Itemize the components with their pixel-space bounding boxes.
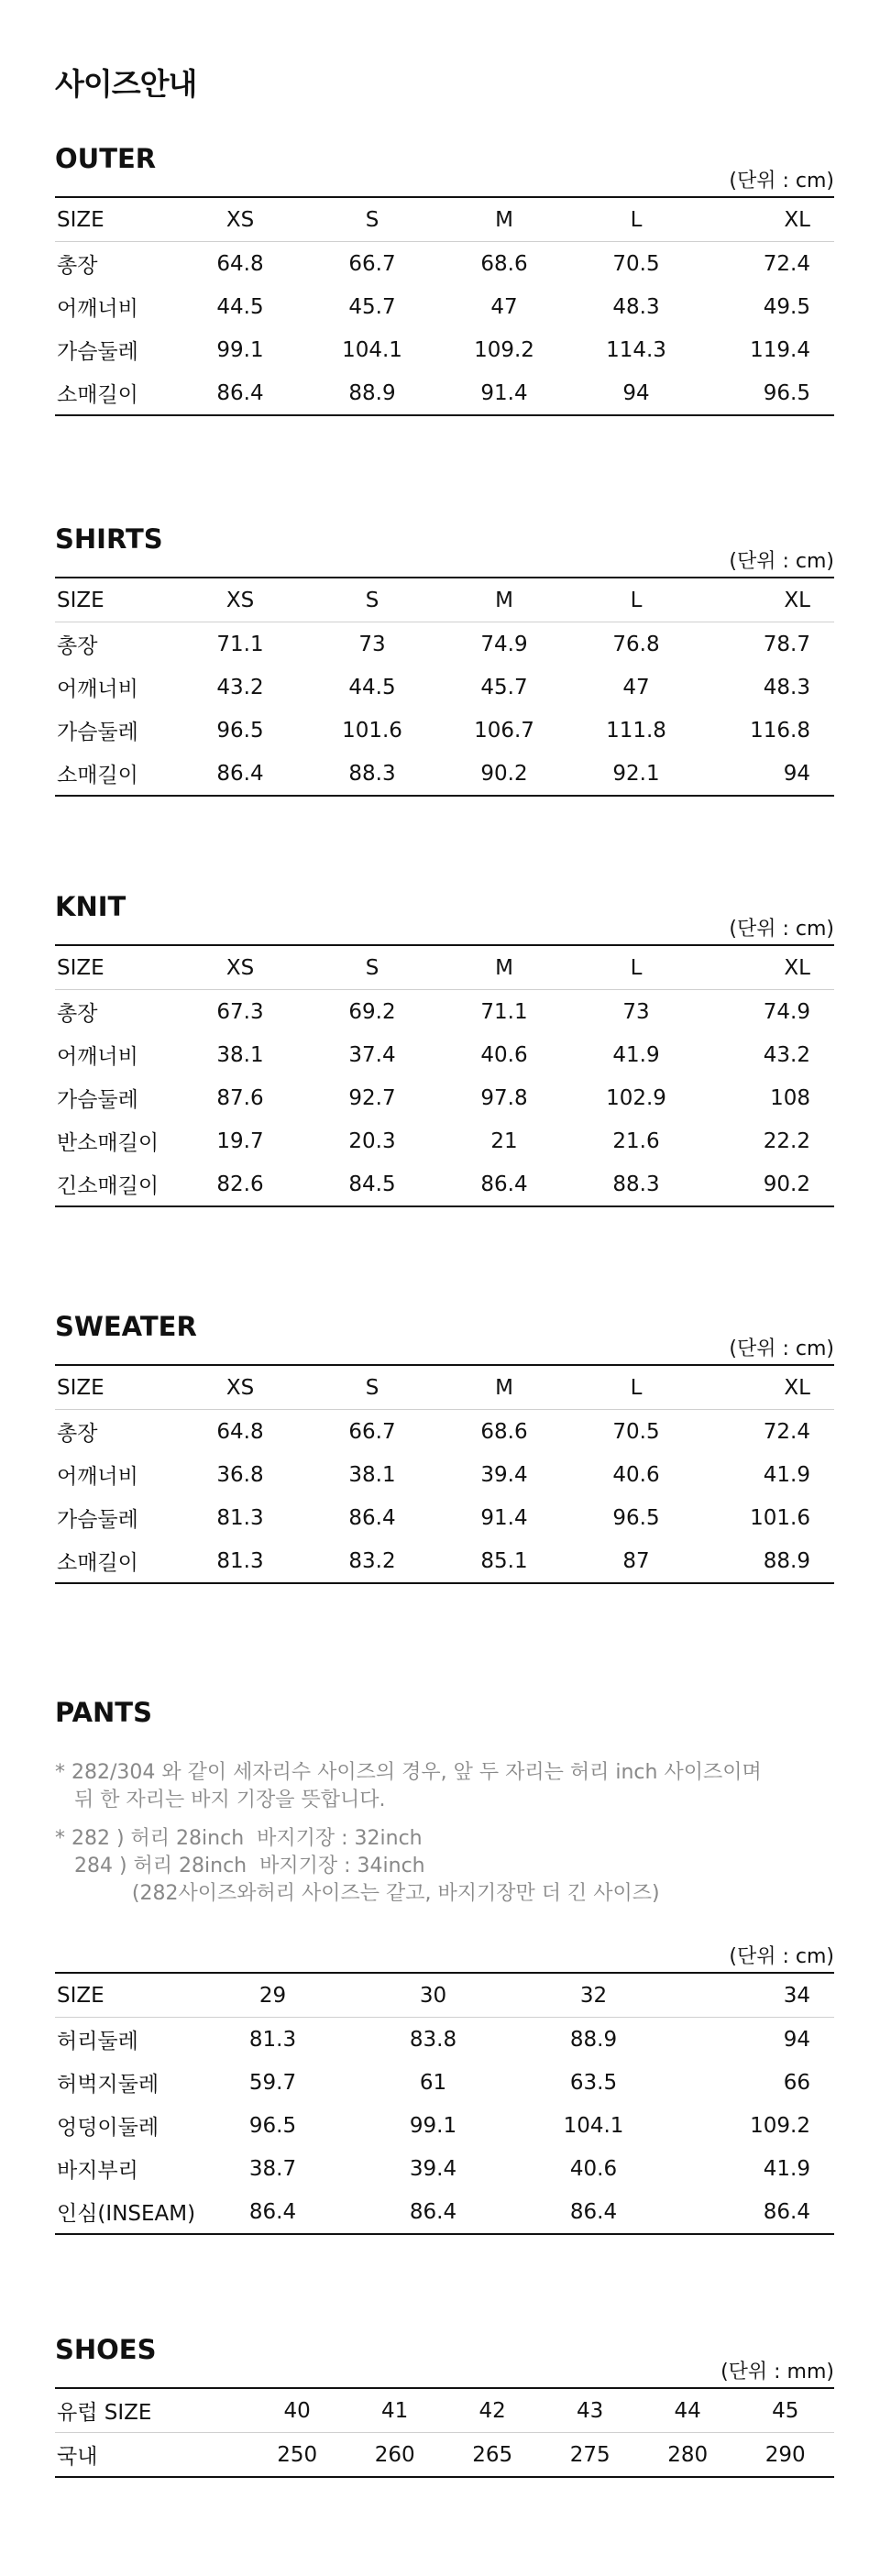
- measure-value-cell: 102.9: [606, 1085, 666, 1110]
- measure-value-cell: 97.8: [480, 1085, 528, 1110]
- unit-label: (단위 : cm): [729, 1945, 834, 1968]
- header-size-cell: S: [306, 197, 438, 242]
- header-size-cell: XS: [174, 578, 306, 622]
- measure-value-cell: 83.8: [409, 2027, 457, 2052]
- measure-value-cell: 44.5: [348, 675, 396, 699]
- section-title-shirts: SHIRTS: [55, 523, 163, 555]
- measure-value-cell: 70.5: [612, 1419, 660, 1444]
- row-measure-label: 허벅지둘레: [57, 2073, 160, 2097]
- unit-label: (단위 : cm): [729, 550, 834, 573]
- measure-value-cell: 90.2: [480, 761, 528, 786]
- measure-value-cell: 39.4: [409, 2156, 457, 2181]
- measure-value-cell: 43.2: [763, 1042, 810, 1067]
- measure-value-cell: 92.7: [348, 1085, 396, 1110]
- row-measure-label: 반소매길이: [57, 1131, 160, 1155]
- header-size-cell: L: [570, 1365, 702, 1410]
- measure-value-cell: 92.1: [612, 761, 660, 786]
- header-size-cell: M: [438, 1365, 570, 1410]
- measure-value-cell: 40.6: [569, 2156, 618, 2181]
- measure-value-cell: 22.2: [763, 1128, 810, 1153]
- table-row: [55, 666, 834, 709]
- table-row: [55, 2018, 834, 2062]
- row-measure-label: 인심(INSEAM): [57, 2202, 196, 2226]
- measure-value-cell: 99.1: [216, 337, 264, 362]
- table-row: [55, 1496, 834, 1539]
- row-measure-label: 총장: [57, 1002, 98, 1026]
- header-size-cell: 42: [444, 2388, 542, 2433]
- row-measure-label: 허리둘레: [57, 2030, 138, 2053]
- header-size-cell: 43: [541, 2388, 639, 2433]
- header-size-cell: M: [438, 945, 570, 990]
- measure-value-cell: 68.6: [480, 251, 528, 276]
- measure-value-cell: 114.3: [606, 337, 666, 362]
- header-size-cell: 30: [353, 1973, 513, 2018]
- measure-value-cell: 250: [277, 2442, 318, 2467]
- row-measure-label: 어깨너비: [57, 677, 138, 701]
- measure-value-cell: 96.5: [216, 718, 264, 743]
- unit-label: (단위 : cm): [729, 918, 834, 941]
- measure-value-cell: 40.6: [480, 1042, 528, 1067]
- measure-value-cell: 39.4: [480, 1462, 528, 1487]
- measure-value-cell: 40.6: [612, 1462, 660, 1487]
- measure-value-cell: 81.3: [248, 2027, 297, 2052]
- table-row: [55, 285, 834, 328]
- measure-value-cell: 71.1: [480, 999, 528, 1024]
- section-title-shoes: SHOES: [55, 2334, 157, 2365]
- unit-label: (단위 : cm): [729, 170, 834, 193]
- table-row: [55, 622, 834, 666]
- measure-value-cell: 96.5: [248, 2113, 297, 2138]
- measure-value-cell: 94: [783, 761, 810, 786]
- header-size-cell: S: [306, 945, 438, 990]
- measure-value-cell: 78.7: [763, 632, 810, 656]
- measure-value-cell: 101.6: [750, 1505, 810, 1530]
- measure-value-cell: 106.7: [474, 718, 534, 743]
- header-size-cell: S: [306, 1365, 438, 1410]
- measure-value-cell: 21: [490, 1128, 518, 1153]
- measure-value-cell: 83.2: [348, 1548, 396, 1573]
- measure-value-cell: 20.3: [348, 1128, 396, 1153]
- measure-value-cell: 88.9: [348, 380, 396, 405]
- measure-value-cell: 260: [374, 2442, 415, 2467]
- measure-value-cell: 96.5: [763, 380, 810, 405]
- measure-value-cell: 19.7: [216, 1128, 264, 1153]
- header-size-cell: XS: [174, 197, 306, 242]
- table-row: [55, 1410, 834, 1454]
- table-header-row: [55, 197, 834, 242]
- row-measure-label: 총장: [57, 254, 98, 278]
- header-size-cell: 45: [736, 2388, 834, 2433]
- measure-value-cell: 41.9: [612, 1042, 660, 1067]
- table-row: [55, 371, 834, 415]
- measure-value-cell: 74.9: [480, 632, 528, 656]
- measure-value-cell: 111.8: [606, 718, 666, 743]
- header-size-cell: L: [570, 197, 702, 242]
- table-header-row: [55, 2388, 834, 2433]
- measure-value-cell: 41.9: [763, 2156, 810, 2181]
- size-table-shoes: [55, 2387, 834, 2478]
- header-size-label: 유럽 SIZE: [55, 2388, 248, 2433]
- table-row: [55, 1539, 834, 1583]
- row-measure-label: 총장: [57, 634, 98, 658]
- measure-value-cell: 86.4: [763, 2199, 810, 2224]
- table-row: [55, 1076, 834, 1119]
- measure-value-cell: 290: [764, 2442, 806, 2467]
- header-size-cell: 44: [639, 2388, 737, 2433]
- measure-value-cell: 86.4: [216, 380, 264, 405]
- measure-value-cell: 86.4: [409, 2199, 457, 2224]
- header-size-label: SIZE: [55, 197, 174, 242]
- measure-value-cell: 116.8: [750, 718, 810, 743]
- row-measure-label: 엉덩이둘레: [57, 2116, 160, 2140]
- section-title-outer: OUTER: [55, 143, 157, 174]
- measure-value-cell: 91.4: [480, 380, 528, 405]
- row-measure-label: 소매길이: [57, 1551, 138, 1575]
- header-size-cell: XL: [702, 1365, 834, 1410]
- row-measure-label: 소매길이: [57, 383, 138, 407]
- measure-value-cell: 94: [622, 380, 650, 405]
- measure-value-cell: 94: [783, 2027, 810, 2052]
- header-size-label: SIZE: [55, 945, 174, 990]
- table-header-row: [55, 945, 834, 990]
- measure-value-cell: 73: [622, 999, 650, 1024]
- measure-value-cell: 49.5: [763, 294, 810, 319]
- row-measure-label: 국내: [57, 2445, 98, 2469]
- row-measure-label: 가슴둘레: [57, 1508, 138, 1532]
- measure-value-cell: 86.4: [248, 2199, 297, 2224]
- measure-value-cell: 88.3: [612, 1172, 660, 1196]
- measure-value-cell: 38.1: [216, 1042, 264, 1067]
- measure-value-cell: 71.1: [216, 632, 264, 656]
- table-row: [55, 2147, 834, 2190]
- measure-value-cell: 72.4: [763, 1419, 810, 1444]
- row-measure-label: 어깨너비: [57, 1045, 138, 1069]
- row-measure-label: 소매길이: [57, 764, 138, 787]
- page-title: 사이즈안내: [55, 66, 197, 102]
- section-title-knit: KNIT: [55, 891, 126, 922]
- header-size-cell: XL: [702, 578, 834, 622]
- measure-value-cell: 91.4: [480, 1505, 528, 1530]
- measure-value-cell: 47: [490, 294, 518, 319]
- table-row: [55, 2061, 834, 2104]
- table-row: [55, 2104, 834, 2147]
- header-size-cell: S: [306, 578, 438, 622]
- unit-label: (단위 : cm): [729, 1338, 834, 1360]
- measure-value-cell: 61: [419, 2070, 447, 2095]
- measure-value-cell: 119.4: [750, 337, 810, 362]
- measure-value-cell: 265: [472, 2442, 513, 2467]
- measure-value-cell: 67.3: [216, 999, 264, 1024]
- measure-value-cell: 70.5: [612, 251, 660, 276]
- header-size-cell: XS: [174, 945, 306, 990]
- header-size-cell: 32: [513, 1973, 674, 2018]
- measure-value-cell: 85.1: [480, 1548, 528, 1573]
- measure-value-cell: 88.9: [763, 1548, 810, 1573]
- table-row: [55, 1119, 834, 1162]
- measure-value-cell: 104.1: [563, 2113, 624, 2138]
- header-size-cell: 40: [248, 2388, 346, 2433]
- table-row: [55, 709, 834, 752]
- table-header-row: [55, 578, 834, 622]
- measure-value-cell: 59.7: [248, 2070, 297, 2095]
- header-size-cell: XL: [702, 197, 834, 242]
- measure-value-cell: 99.1: [409, 2113, 457, 2138]
- header-size-cell: 29: [192, 1973, 353, 2018]
- measure-value-cell: 88.3: [348, 761, 396, 786]
- measure-value-cell: 86.4: [348, 1505, 396, 1530]
- row-measure-label: 가슴둘레: [57, 1088, 138, 1112]
- table-row: [55, 1033, 834, 1076]
- measure-value-cell: 36.8: [216, 1462, 264, 1487]
- header-size-cell: L: [570, 578, 702, 622]
- header-size-cell: M: [438, 578, 570, 622]
- measure-value-cell: 45.7: [348, 294, 396, 319]
- size-table-shirts: [55, 577, 834, 797]
- row-measure-label: 긴소매길이: [57, 1174, 160, 1198]
- measure-value-cell: 280: [667, 2442, 709, 2467]
- row-measure-label: 가슴둘레: [57, 721, 138, 744]
- measure-value-cell: 84.5: [348, 1172, 396, 1196]
- table-row: [55, 2190, 834, 2234]
- measure-value-cell: 87: [622, 1548, 650, 1573]
- pants-size-example: * 282 ) 허리 28inch 바지기장 : 32inch 284 ) 허리 28inch 바지기장 : 34inch (282사이즈와허리 사이즈는 같고, 바지기장만 더 긴 사이즈): [55, 1827, 660, 1905]
- measure-value-cell: 96.5: [612, 1505, 660, 1530]
- header-size-cell: XL: [702, 945, 834, 990]
- header-size-cell: L: [570, 945, 702, 990]
- measure-value-cell: 37.4: [348, 1042, 396, 1067]
- header-size-label: SIZE: [55, 1973, 192, 2018]
- measure-value-cell: 43.2: [216, 675, 264, 699]
- size-table-pants: [55, 1972, 834, 2235]
- measure-value-cell: 104.1: [342, 337, 402, 362]
- measure-value-cell: 38.1: [348, 1462, 396, 1487]
- measure-value-cell: 66.7: [348, 251, 396, 276]
- header-size-label: SIZE: [55, 578, 174, 622]
- table-row: [55, 328, 834, 371]
- measure-value-cell: 64.8: [216, 251, 264, 276]
- measure-value-cell: 21.6: [612, 1128, 660, 1153]
- size-table-sweater: [55, 1364, 834, 1584]
- measure-value-cell: 88.9: [569, 2027, 618, 2052]
- measure-value-cell: 64.8: [216, 1419, 264, 1444]
- measure-value-cell: 86.4: [216, 761, 264, 786]
- size-table-outer: [55, 196, 834, 416]
- table-header-row: [55, 1973, 834, 2018]
- measure-value-cell: 82.6: [216, 1172, 264, 1196]
- measure-value-cell: 76.8: [612, 632, 660, 656]
- header-size-cell: 34: [674, 1973, 834, 2018]
- measure-value-cell: 81.3: [216, 1548, 264, 1573]
- header-size-cell: XS: [174, 1365, 306, 1410]
- pants-size-note: * 282/304 와 같이 세자리수 사이즈의 경우, 앞 두 자리는 허리 inch 사이즈이며 뒤 한 자리는 바지 기장을 뜻합니다.: [55, 1761, 762, 1811]
- measure-value-cell: 74.9: [763, 999, 810, 1024]
- measure-value-cell: 47: [622, 675, 650, 699]
- measure-value-cell: 86.4: [480, 1172, 528, 1196]
- measure-value-cell: 73: [358, 632, 386, 656]
- measure-value-cell: 87.6: [216, 1085, 264, 1110]
- measure-value-cell: 38.7: [248, 2156, 297, 2181]
- measure-value-cell: 66: [783, 2070, 810, 2095]
- table-row: [55, 752, 834, 796]
- measure-value-cell: 48.3: [763, 675, 810, 699]
- measure-value-cell: 69.2: [348, 999, 396, 1024]
- table-row: [55, 990, 834, 1034]
- section-title-sweater: SWEATER: [55, 1311, 197, 1342]
- measure-value-cell: 48.3: [612, 294, 660, 319]
- measure-value-cell: 275: [569, 2442, 610, 2467]
- row-measure-label: 총장: [57, 1422, 98, 1446]
- measure-value-cell: 68.6: [480, 1419, 528, 1444]
- measure-value-cell: 90.2: [763, 1172, 810, 1196]
- table-row: [55, 1453, 834, 1496]
- row-measure-label: 가슴둘레: [57, 340, 138, 364]
- header-size-cell: 41: [346, 2388, 444, 2433]
- row-measure-label: 바지부리: [57, 2159, 138, 2183]
- measure-value-cell: 109.2: [750, 2113, 810, 2138]
- measure-value-cell: 66.7: [348, 1419, 396, 1444]
- measure-value-cell: 108: [770, 1085, 810, 1110]
- measure-value-cell: 45.7: [480, 675, 528, 699]
- table-row: [55, 242, 834, 286]
- measure-value-cell: 44.5: [216, 294, 264, 319]
- row-measure-label: 어깨너비: [57, 297, 138, 321]
- header-size-label: SIZE: [55, 1365, 174, 1410]
- measure-value-cell: 63.5: [569, 2070, 618, 2095]
- table-header-row: [55, 1365, 834, 1410]
- table-row: [55, 2433, 834, 2478]
- measure-value-cell: 81.3: [216, 1505, 264, 1530]
- header-size-cell: M: [438, 197, 570, 242]
- section-title-pants: PANTS: [55, 1697, 152, 1728]
- size-table-knit: [55, 944, 834, 1207]
- table-row: [55, 1162, 834, 1206]
- row-measure-label: 어깨너비: [57, 1465, 138, 1489]
- measure-value-cell: 109.2: [474, 337, 534, 362]
- unit-label: (단위 : mm): [720, 2361, 834, 2383]
- measure-value-cell: 41.9: [763, 1462, 810, 1487]
- measure-value-cell: 86.4: [569, 2199, 618, 2224]
- measure-value-cell: 101.6: [342, 718, 402, 743]
- measure-value-cell: 72.4: [763, 251, 810, 276]
